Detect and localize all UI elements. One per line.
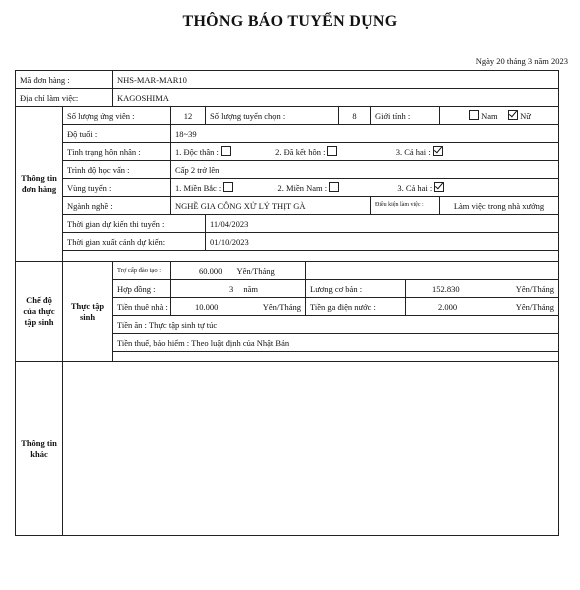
marital-single-checkbox[interactable] xyxy=(221,146,231,156)
work-condition-value: Làm việc trong nhà xưởng xyxy=(440,197,559,215)
tax-insurance-text: Tiền thuế, bảo hiểm : Theo luật định của Nhật Bản xyxy=(113,334,559,352)
rent-cell xyxy=(171,298,306,316)
utilities-cell xyxy=(406,298,559,316)
order-code-row xyxy=(16,71,559,89)
education-label: Trình độ học vấn : xyxy=(63,161,171,179)
training-allowance-unit: Yên/Tháng xyxy=(236,265,275,276)
contract-cell xyxy=(171,280,306,298)
departure-date-label: Thời gian xuất cảnh dự kiến: xyxy=(63,233,206,251)
region-row xyxy=(16,179,559,197)
exam-date-row xyxy=(16,215,559,233)
meals-text: Tiền ăn : Thực tập sinh tự túc xyxy=(113,316,559,334)
order-spacer-row xyxy=(16,251,559,262)
marital-married-checkbox[interactable] xyxy=(327,146,337,156)
order-code-value: NHS-MAR-MAR10 xyxy=(113,71,559,89)
training-allowance-label: Trợ cấp đào tạo : xyxy=(113,262,171,280)
base-salary-value: 152.830 xyxy=(432,283,460,294)
other-info-row xyxy=(16,362,559,536)
training-allowance-cell xyxy=(171,262,306,280)
departure-date-value: 01/10/2023 xyxy=(206,233,559,251)
other-info-content xyxy=(63,362,559,536)
region-south-checkbox[interactable] xyxy=(329,182,339,192)
contract-value: 3 xyxy=(229,283,234,294)
utilities-label: Tiền ga điện nước : xyxy=(306,298,406,316)
marital-both-checkbox[interactable] xyxy=(433,146,443,156)
training-allowance-row xyxy=(16,262,559,280)
regime-spacer-cell xyxy=(113,352,559,362)
region-both-checkbox[interactable] xyxy=(434,182,444,192)
region-label: Vùng tuyển : xyxy=(63,179,171,197)
quantity-row xyxy=(16,107,559,125)
gender-options xyxy=(440,107,559,125)
education-row xyxy=(16,161,559,179)
departure-date-row xyxy=(16,233,559,251)
selected-label: Số lượng tuyển chọn : xyxy=(206,107,339,125)
region-north-checkbox[interactable] xyxy=(223,182,233,192)
training-allowance-value: 60.000 xyxy=(199,265,223,276)
contract-label: Hợp đồng : xyxy=(113,280,171,298)
utilities-value: 2.000 xyxy=(438,301,458,312)
rent-label: Tiền thuê nhà : xyxy=(113,298,171,316)
utilities-unit: Yên/Tháng xyxy=(515,301,554,312)
issue-date: Ngày 20 tháng 3 năm 2023 xyxy=(475,56,568,66)
candidates-value: 12 xyxy=(171,107,206,125)
marital-opt2-label: 2. Đã kết hôn : xyxy=(275,147,326,157)
industry-label: Ngành nghề : xyxy=(63,197,171,215)
section-order-info: Thông tin đơn hàng xyxy=(16,107,63,262)
industry-row xyxy=(16,197,559,215)
marital-row xyxy=(16,143,559,161)
age-value: 18~39 xyxy=(171,125,559,143)
workplace-label: Địa chỉ làm việc: xyxy=(16,89,113,107)
marital-label: Tình trạng hôn nhân : xyxy=(63,143,171,161)
exam-date-label: Thời gian dự kiến thi tuyển : xyxy=(63,215,206,233)
candidates-label: Số lượng ứng viên : xyxy=(63,107,171,125)
region-options xyxy=(171,179,559,197)
rent-unit: Yên/Tháng xyxy=(262,301,301,312)
section-trainee-regime: Chế độ của thực tập sinh xyxy=(16,262,63,362)
exam-date-value: 11/04/2023 xyxy=(206,215,559,233)
base-salary-unit: Yên/Tháng xyxy=(515,283,554,294)
industry-value: NGHỀ GIA CÔNG XỬ LÝ THỊT GÀ xyxy=(171,197,371,215)
base-salary-label: Lương cơ bản : xyxy=(306,280,406,298)
rent-value: 10.000 xyxy=(195,301,219,312)
region-opt3-label: 3. Cả hai : xyxy=(397,183,433,193)
region-opt1-label: 1. Miền Bắc : xyxy=(175,183,222,193)
workplace-row xyxy=(16,89,559,107)
gender-male-label: Nam xyxy=(481,111,498,121)
age-label: Độ tuổi : xyxy=(63,125,171,143)
section-trainee: Thực tập sinh xyxy=(63,262,113,362)
workplace-value: KAGOSHIMA xyxy=(113,89,559,107)
gender-label: Giới tính : xyxy=(371,107,440,125)
page-title: THÔNG BÁO TUYỂN DỤNG xyxy=(182,13,398,30)
age-row xyxy=(16,125,559,143)
base-salary-cell xyxy=(406,280,559,298)
contract-unit: năm xyxy=(243,283,259,294)
gender-female-checkbox[interactable] xyxy=(508,110,518,120)
recruitment-form-table xyxy=(15,70,559,536)
selected-value: 8 xyxy=(339,107,371,125)
education-value: Cấp 2 trở lên xyxy=(171,161,559,179)
training-allowance-empty xyxy=(306,262,559,280)
section-other-info: Thông tin khác xyxy=(16,362,63,536)
gender-female-label: Nữ xyxy=(520,111,531,121)
marital-opt3-label: 3. Cả hai : xyxy=(395,147,431,157)
work-condition-label: Điều kiện làm việc : xyxy=(371,197,440,215)
order-spacer-cell xyxy=(63,251,559,262)
gender-male-checkbox[interactable] xyxy=(469,110,479,120)
marital-opt1-label: 1. Độc thân : xyxy=(175,147,219,157)
marital-options xyxy=(171,143,559,161)
region-opt2-label: 2. Miền Nam : xyxy=(277,183,328,193)
order-code-label: Mã đơn hàng : xyxy=(16,71,113,89)
